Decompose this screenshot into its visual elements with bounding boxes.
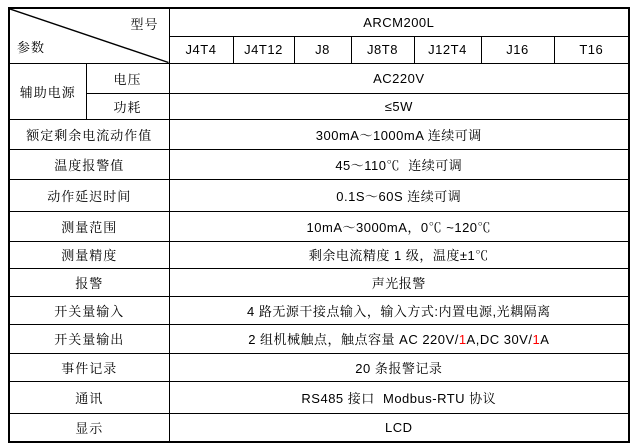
param-axis-label: 参数 [17,39,46,55]
table-row-temp-alarm [9,149,629,179]
table-row-power [9,93,629,119]
row-value-power-consumption: ≤5W [169,93,629,119]
model-cell: J4T12 [233,36,294,63]
header-corner-cell [9,8,169,63]
series-name-cell: ARCM200L [169,8,629,36]
table-row [9,8,629,36]
table-row-display [9,413,629,442]
table-row-switch-input [9,296,629,324]
model-cell: J16 [481,36,554,63]
table-row-residual-current [9,119,629,149]
row-value: 4 路无源干接点输入，输入方式:内置电源,光耦隔离 [169,296,629,324]
row-value: 45～110℃ 连续可调 [169,149,629,179]
row-value: 声光报警 [169,268,629,296]
model-cell: J4T4 [169,36,233,63]
model-cell: J8 [294,36,351,63]
row-value-voltage: AC220V [169,63,629,93]
table-row-event-record [9,353,629,381]
row-label: 测量精度 [9,241,169,268]
table-row-measure-range [9,211,629,241]
row-value: RS485 接口 Modbus-RTU 协议 [169,381,629,413]
row-value: 300mA～1000mA 连续可调 [169,119,629,149]
row-value: 0.1S～60S 连续可调 [169,179,629,211]
row-value: 20 条报警记录 [169,353,629,381]
row-label: 额定剩余电流动作值 [9,119,169,149]
row-label: 通讯 [9,381,169,413]
row-value: 10mA～3000mA，0℃ ~120℃ [169,211,629,241]
value-highlight: 1 [532,332,541,347]
row-label: 开关量输出 [9,324,169,353]
row-label-aux-power: 辅助电源 [9,63,86,119]
row-label: 动作延迟时间 [9,179,169,211]
row-value: 剩余电流精度 1 级，温度±1℃ [169,241,629,268]
table-row-voltage [9,63,629,93]
row-label: 开关量输入 [9,296,169,324]
row-label: 事件记录 [9,353,169,381]
model-cell: J12T4 [414,36,481,63]
model-cell: T16 [554,36,629,63]
value-highlight: 1 [458,332,467,347]
spec-table [8,7,630,443]
table-row-action-delay [9,179,629,211]
row-value: LCD [169,413,629,442]
table-row-alarm [9,268,629,296]
value-text: 2 组机械触点，触点容量 AC 220V/ [248,332,459,347]
row-value-switch-output [169,324,629,353]
model-axis-label: 型号 [130,17,159,32]
row-label-voltage: 电压 [86,63,169,93]
table-row-measure-accuracy [9,241,629,268]
value-text: A,DC 30V/ [466,332,533,347]
table-row-switch-output [9,324,629,353]
row-label: 测量范围 [9,211,169,241]
table-row-communication [9,381,629,413]
row-label-power-consumption: 功耗 [86,93,169,119]
row-label: 温度报警值 [9,149,169,179]
row-label: 报警 [9,268,169,296]
row-label: 显示 [9,413,169,442]
value-text: A [540,332,550,347]
model-cell: J8T8 [351,36,414,63]
